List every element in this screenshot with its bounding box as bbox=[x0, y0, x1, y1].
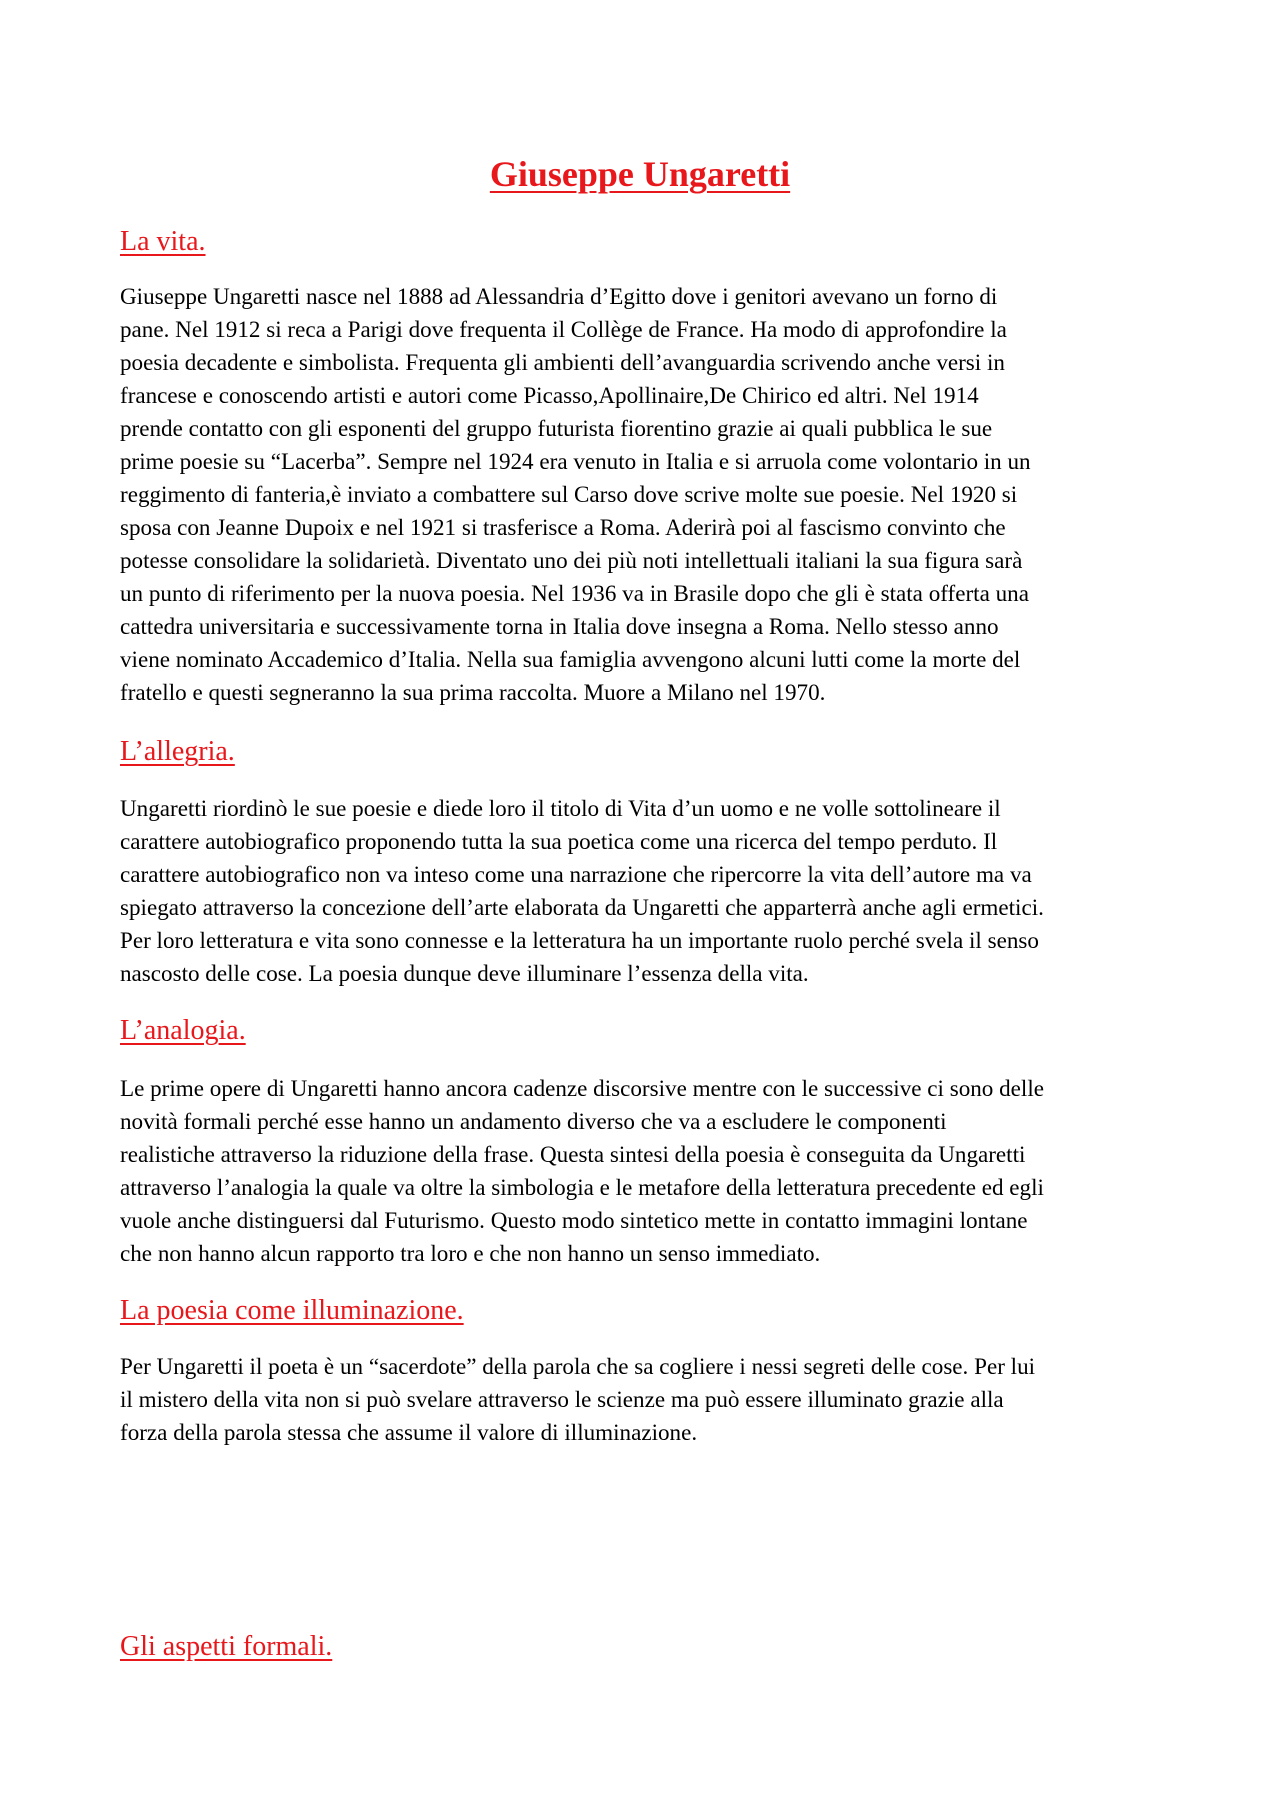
paragraph-line: forza della parola stessa che assume il valore di illuminazione. bbox=[120, 1419, 698, 1445]
section-paragraph-allegria bbox=[120, 792, 1160, 990]
paragraph-line: potesse consolidare la solidarietà. Diventato uno dei più noti intellettuali italiani la sua figura sarà bbox=[120, 547, 1023, 573]
paragraph-line: viene nominato Accademico d’Italia. Nella sua famiglia avvengono alcuni lutti come la morte del bbox=[120, 646, 1021, 672]
paragraph-line: nascosto delle cose. La poesia dunque deve illuminare l’essenza della vita. bbox=[120, 960, 809, 986]
paragraph-line: fratello e questi segneranno la sua prima raccolta. Muore a Milano nel 1970. bbox=[120, 679, 826, 705]
paragraph-line: sposa con Jeanne Dupoix e nel 1921 si trasferisce a Roma. Aderirà poi al fascismo convinto che bbox=[120, 514, 1006, 540]
paragraph-line: cattedra universitaria e successivamente torna in Italia dove insegna a Roma. Nello stesso anno bbox=[120, 613, 999, 639]
section-heading-allegria: L’allegria. bbox=[120, 736, 235, 767]
paragraph-line: carattere autobiografico non va inteso come una narrazione che ripercorre la vita dell’autore ma va bbox=[120, 861, 1032, 887]
paragraph-line: che non hanno alcun rapporto tra loro e che non hanno un senso immediato. bbox=[120, 1240, 821, 1266]
paragraph-line: Le prime opere di Ungaretti hanno ancora cadenze discorsive mentre con le successive ci sono delle bbox=[120, 1075, 1045, 1101]
paragraph-line: reggimento di fanteria,è inviato a combattere sul Carso dove scrive molte sue poesie. Nel 1920 si bbox=[120, 481, 1018, 507]
paragraph-line: prende contatto con gli esponenti del gruppo futurista fiorentino grazie ai quali pubblica le sue bbox=[120, 415, 993, 441]
paragraph-line: un punto di riferimento per la nuova poesia. Nel 1936 va in Brasile dopo che gli è stata offerta una bbox=[120, 580, 1029, 606]
paragraph-line: Per Ungaretti il poeta è un “sacerdote” della parola che sa cogliere i nessi segreti delle cose. Per lui bbox=[120, 1353, 1036, 1379]
paragraph-line: Giuseppe Ungaretti nasce nel 1888 ad Alessandria d’Egitto dove i genitori avevano un forno di bbox=[120, 283, 998, 309]
section-heading-illuminazione: La poesia come illuminazione. bbox=[120, 1295, 464, 1326]
section-heading-vita: La vita. bbox=[120, 226, 206, 257]
paragraph-line: vuole anche distinguersi dal Futurismo. Questo modo sintetico mette in contatto immagini lontane bbox=[120, 1207, 1028, 1233]
document-title: Giuseppe Ungaretti bbox=[489, 154, 791, 194]
paragraph-line: carattere autobiografico proponendo tutta la sua poetica come una ricerca del tempo perduto. Il bbox=[120, 828, 998, 854]
paragraph-line: realistiche attraverso la riduzione della frase. Questa sintesi della poesia è conseguita da Ungaretti bbox=[120, 1141, 1026, 1167]
paragraph-line: Ungaretti riordinò le sue poesie e diede loro il titolo di Vita d’un uomo e ne volle sottolineare il bbox=[120, 795, 1001, 821]
paragraph-line: spiegato attraverso la concezione dell’arte elaborata da Ungaretti che apparterrà anche agli ermetici. bbox=[120, 894, 1044, 920]
paragraph-line: Per loro letteratura e vita sono connesse e la letteratura ha un importante ruolo perché svela il senso bbox=[120, 927, 1039, 953]
section-paragraph-analogia bbox=[120, 1072, 1160, 1270]
paragraph-line: attraverso l’analogia la quale va oltre la simbologia e le metafore della letteratura precedente ed egli bbox=[120, 1174, 1044, 1200]
paragraph-line: il mistero della vita non si può svelare attraverso le scienze ma può essere illuminato grazie alla bbox=[120, 1386, 1004, 1412]
section-heading-aspetti-formali: Gli aspetti formali. bbox=[120, 1631, 333, 1662]
paragraph-line: pane. Nel 1912 si reca a Parigi dove frequenta il Collège de France. Ha modo di approfondire la bbox=[120, 316, 1007, 342]
section-heading-analogia: L’analogia. bbox=[120, 1015, 246, 1046]
section-paragraph-vita bbox=[120, 280, 1160, 709]
section-paragraph-illuminazione bbox=[120, 1350, 1160, 1449]
paragraph-line: prime poesie su “Lacerba”. Sempre nel 1924 era venuto in Italia e si arruola come volontario in un bbox=[120, 448, 1031, 474]
paragraph-line: novità formali perché esse hanno un andamento diverso che va a escludere le componenti bbox=[120, 1108, 947, 1134]
paragraph-line: poesia decadente e simbolista. Frequenta gli ambienti dell’avanguardia scrivendo anche versi in bbox=[120, 349, 1005, 375]
paragraph-line: francese e conoscendo artisti e autori come Picasso,Apollinaire,De Chirico ed altri. Nel 1914 bbox=[120, 382, 979, 408]
